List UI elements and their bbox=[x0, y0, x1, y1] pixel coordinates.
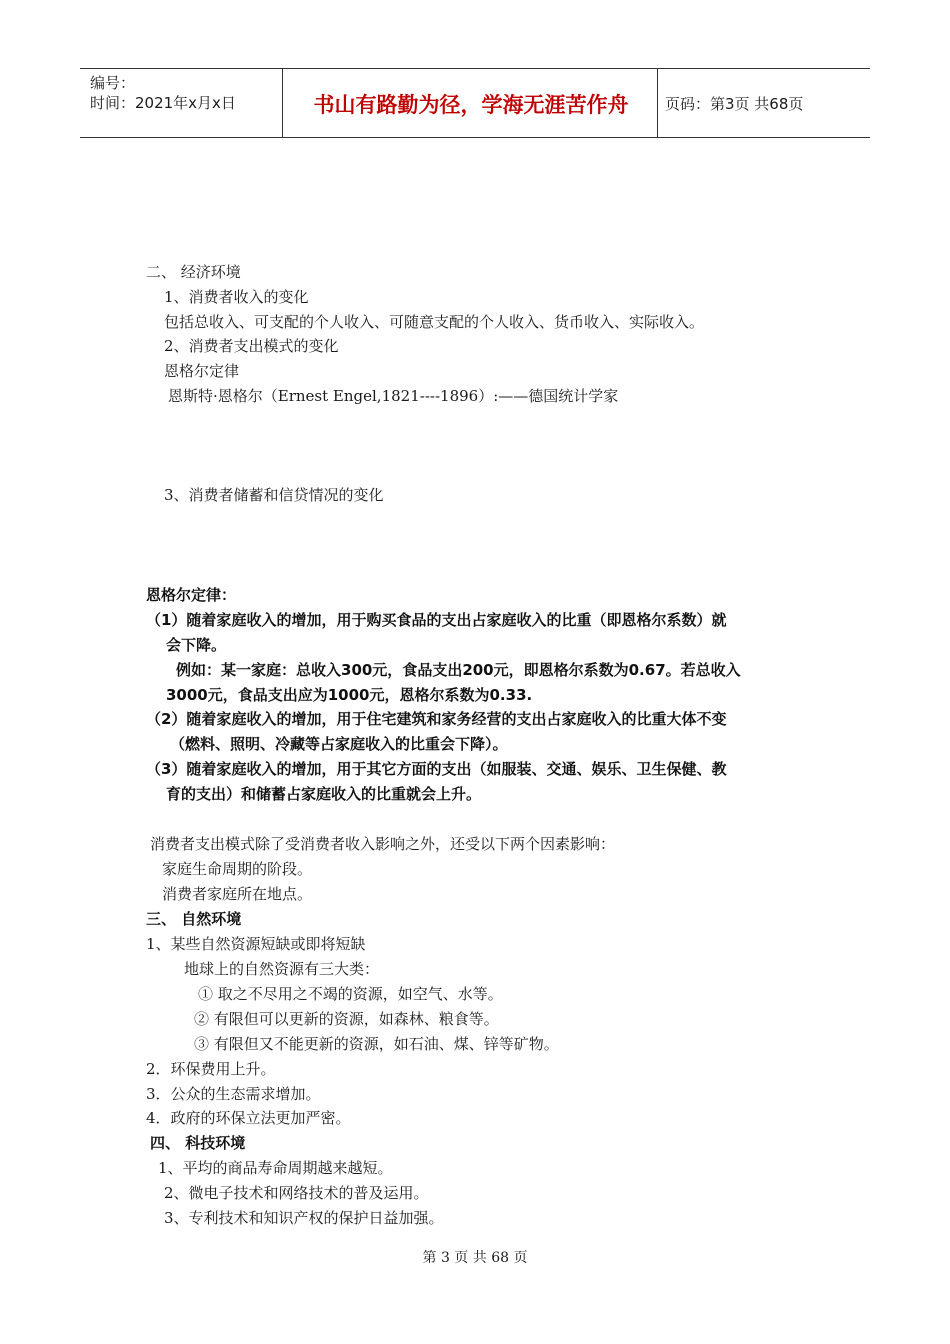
engel-point-2-cont: （燃料、照明、冷藏等占家庭收入的比重会下降）。 bbox=[170, 735, 508, 753]
resource-item: ② 有限但可以更新的资源，如森林、粮食等。 bbox=[194, 1010, 499, 1028]
section-heading: 二、 经济环境 bbox=[146, 263, 241, 281]
number-label: 编号： bbox=[90, 74, 136, 92]
list-item: 2、消费者支出模式的变化 bbox=[164, 337, 339, 355]
time-label: 时间：2021年x月x日 bbox=[90, 94, 236, 112]
header-page-info: 页码：第3页 共68页 bbox=[665, 95, 804, 113]
resource-item: ① 取之不尽用之不竭的资源，如空气、水等。 bbox=[198, 985, 503, 1003]
header-motto: 书山有路勤为径，学海无涯苦作舟 bbox=[313, 93, 629, 117]
engel-point-3: （3）随着家庭收入的增加，用于其它方面的支出（如服装、交通、娱乐、卫生保健、教 bbox=[146, 760, 727, 778]
engel-example-cont: 3000元，食品支出应为1000元，恩格尔系数为0.33. bbox=[166, 686, 533, 704]
list-item: 1、消费者收入的变化 bbox=[164, 288, 309, 306]
section-heading: 三、 自然环境 bbox=[146, 910, 242, 928]
resource-item: ③ 有限但又不能更新的资源，如石油、煤、锌等矿物。 bbox=[194, 1035, 559, 1053]
engel-point-2: （2）随着家庭收入的增加，用于住宅建筑和家务经营的支出占家庭收入的比重大体不变 bbox=[146, 710, 727, 728]
engel-point-1: （1）随着家庭收入的增加，用于购买食品的支出占家庭收入的比重（即恩格尔系数）就 bbox=[146, 611, 727, 629]
engel-title: 恩格尔定律： bbox=[146, 586, 237, 604]
page-header bbox=[80, 68, 870, 138]
list-item: 2、微电子技术和网络技术的普及运用。 bbox=[164, 1184, 429, 1202]
page-footer: 第 3 页 共 68 页 bbox=[422, 1250, 528, 1266]
list-item: 2．环保费用上升。 bbox=[146, 1060, 276, 1078]
list-item: 3、专利技术和知识产权的保护日益加强。 bbox=[164, 1209, 444, 1227]
list-item: 1、平均的商品寿命周期越来越短。 bbox=[158, 1159, 393, 1177]
section-heading: 四、 科技环境 bbox=[150, 1134, 246, 1152]
header-divider bbox=[657, 69, 658, 137]
engel-example: 例如：某一家庭：总收入300元，食品支出200元，即恩格尔系数为0.67。若总收入 bbox=[176, 661, 741, 679]
header-left bbox=[90, 73, 236, 113]
engel-point-1-cont: 会下降。 bbox=[166, 636, 227, 654]
paragraph: 恩格尔定律 bbox=[164, 362, 240, 380]
factors-intro: 消费者支出模式除了受消费者收入影响之外，还受以下两个因素影响： bbox=[150, 835, 616, 853]
paragraph: 恩斯特·恩格尔（Ernest Engel,1821----1896）:——德国统计学家 bbox=[168, 387, 619, 405]
list-item: 4．政府的环保立法更加严密。 bbox=[146, 1109, 351, 1127]
list-item: 3、消费者储蓄和信贷情况的变化 bbox=[164, 486, 384, 504]
list-item: 3．公众的生态需求增加。 bbox=[146, 1085, 321, 1103]
paragraph: 包括总收入、可支配的个人收入、可随意支配的个人收入、货币收入、实际收入。 bbox=[164, 313, 705, 331]
factor-item: 家庭生命周期的阶段。 bbox=[162, 860, 313, 878]
engel-point-3-cont: 育的支出）和储蓄占家庭收入的比重就会上升。 bbox=[166, 785, 482, 803]
list-item: 1、某些自然资源短缺或即将短缺 bbox=[146, 935, 366, 953]
paragraph: 地球上的自然资源有三大类： bbox=[184, 960, 380, 978]
factor-item: 消费者家庭所在地点。 bbox=[162, 885, 313, 903]
